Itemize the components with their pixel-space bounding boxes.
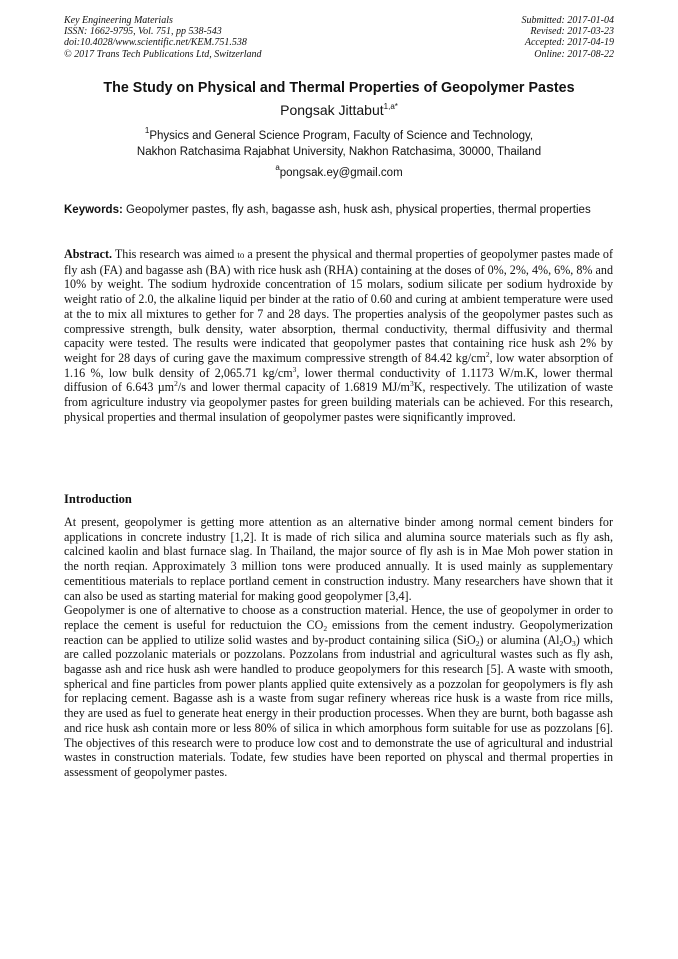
intro-paragraph-1: At present, geopolymer is getting more attention as an alternative binder among normal cement binders for applications in concrete industry [1,2]. It is made of rich silica and alumina source materials such as fly ash, calcined kaolin and blast furnace slag. In Thailand, the major source of fly ash is in Mae Moh power station in the north reqian. Approximately 3 million tons were produced annually. It is used mainly as supplementary cementitious materials to replace portland cement in construction industry. Many researchers have shown that it can also be used as starting material for making good geopolymer [3,4]. <box>64 515 613 603</box>
introduction-body <box>64 515 613 780</box>
online-date: Online: 2017-08-22 <box>534 48 614 60</box>
issn-line: ISSN: 1662-9795, Vol. 751, pp 538-543 <box>64 26 222 38</box>
affiliation-line-2: Nakhon Ratchasima Rajabhat University, Nakhon Ratchasima, 30000, Thailand <box>136 145 542 158</box>
abstract-label: Abstract. <box>64 247 113 261</box>
introduction-heading: Introduction <box>64 492 132 506</box>
author-name: Pongsak Jittabut <box>280 102 384 118</box>
author-email <box>40 163 638 179</box>
keywords-text: Geopolymer pastes, fly ash, bagasse ash, husk ash, physical properties, thermal properties <box>126 204 591 216</box>
affiliation-superscript: 1 <box>144 126 150 135</box>
affiliation-line-1: $^1$Physics and General Science Program, Faculty of Science and Technology, <box>144 126 534 142</box>
intro-paragraph-2: Geopolymer is one of alternative to choose as a construction material. Hence, the use of geopolymer in order to replace the cement is useful for reductuion the $CO_2$ emissions from the cement industry. Geopolymerization reaction can be applied to utilize solid wastes and by-product containing silica (SiO$_2$) or alumina $(Al_2O_3)$ which are called pozzolanic materials or pozzolans. Pozzolans from industrial and agricultural wastes such as fly ash, bagasse ash and rice husk ash were handled to produce geopolymers for this research [5]. A waste with smooth, spherical and fine particles from power plants applied quite extensively as a pozzolan for geopolymers is fly ash for replacing cement. Bagasse ash is a waste from sugar refinery whereas rice husk is a waste from rice mills, they are used as fuel to generate heat energy in their production processes. When they are burnt, both bagasse ash and rice husk ash contain more or less 80% of silica in which amorphous form suitable for use as pozzolans [6]. The objectives of this research were to produce low cost and to demonstrate the use of agricultural and industrial wastes in construction materials. Todate, few studies have been reported on physcal and thermal properties in assessment of geopolymer pastes. <box>64 603 613 779</box>
accepted-date: Accepted: 2017-04-19 <box>524 37 614 49</box>
journal-header-right <box>522 15 615 60</box>
email-superscript: a <box>275 163 280 172</box>
copyright-line: © 2017 Trans Tech Publications Ltd, Switzerland <box>64 48 262 60</box>
email-address: pongsak.ey@gmail.com <box>279 167 403 179</box>
revised-date: Revised: 2017-03-23 <box>530 26 614 38</box>
doi-line: doi:10.4028/www.scientific.net/KEM.751.538 <box>64 37 247 49</box>
journal-header-left <box>64 15 262 60</box>
keywords <box>64 203 613 218</box>
affiliation <box>40 126 638 160</box>
paper-title: The Study on Physical and Thermal Properties of Geopolymer Pastes <box>103 80 575 96</box>
keywords-label: Keywords: <box>64 204 123 216</box>
author-line <box>40 102 638 118</box>
abstract <box>64 247 613 424</box>
journal-name: Key Engineering Materials <box>64 15 173 26</box>
abstract-paragraph: Abstract. This research was aimed to a present the physical and thermal properties of geopolymer pastes made of fly ash (FA) and bagasse ash (BA) with rice husk ash (RHA) containing at the doses of 0%, 2%, 4%, 6%, 8% and 10% by weight. The sodium hydroxide concentration of 15 molars, sodium silicate per sodium hydroxide by weight ratio of 2.0, the alkaline liquid per binder at the ratio of 0.60 and curing at ambient temperature were used at the to mix all mixtures to gether for 7 and 28 days. The properties analysis of the geopolymer pastes such as compressive strength, bulk density, water absorption, thermal conductivity, thermal diffusivity and thermal capacity were tested. The results were indicated that geopolymer pastes that containing rice husk ash 2% by weight for 28 days of curing gave the maximum compressive strength of 84.42 $kg/cm^2$, low water absorption of 1.16 %, low bulk density of 2,065.71 $kg/cm^3$, lower thermal conductivity of 1.1173 W/m.K, lower thermal diffusion of 6.643 µm$^2$/s and lower thermal capacity of 1.6819 $MJ/m^3K$, respectively. The utilization of waste from agriculture industry via geopolymer pastes for green building materials can be achieved. For this research, physical properties and thermal insulation of geopolymer pastes were siqnificantly improved. <box>64 247 614 424</box>
author-superscript: 1,a* <box>383 102 398 111</box>
submitted-date: Submitted: 2017-01-04 <box>521 15 614 26</box>
